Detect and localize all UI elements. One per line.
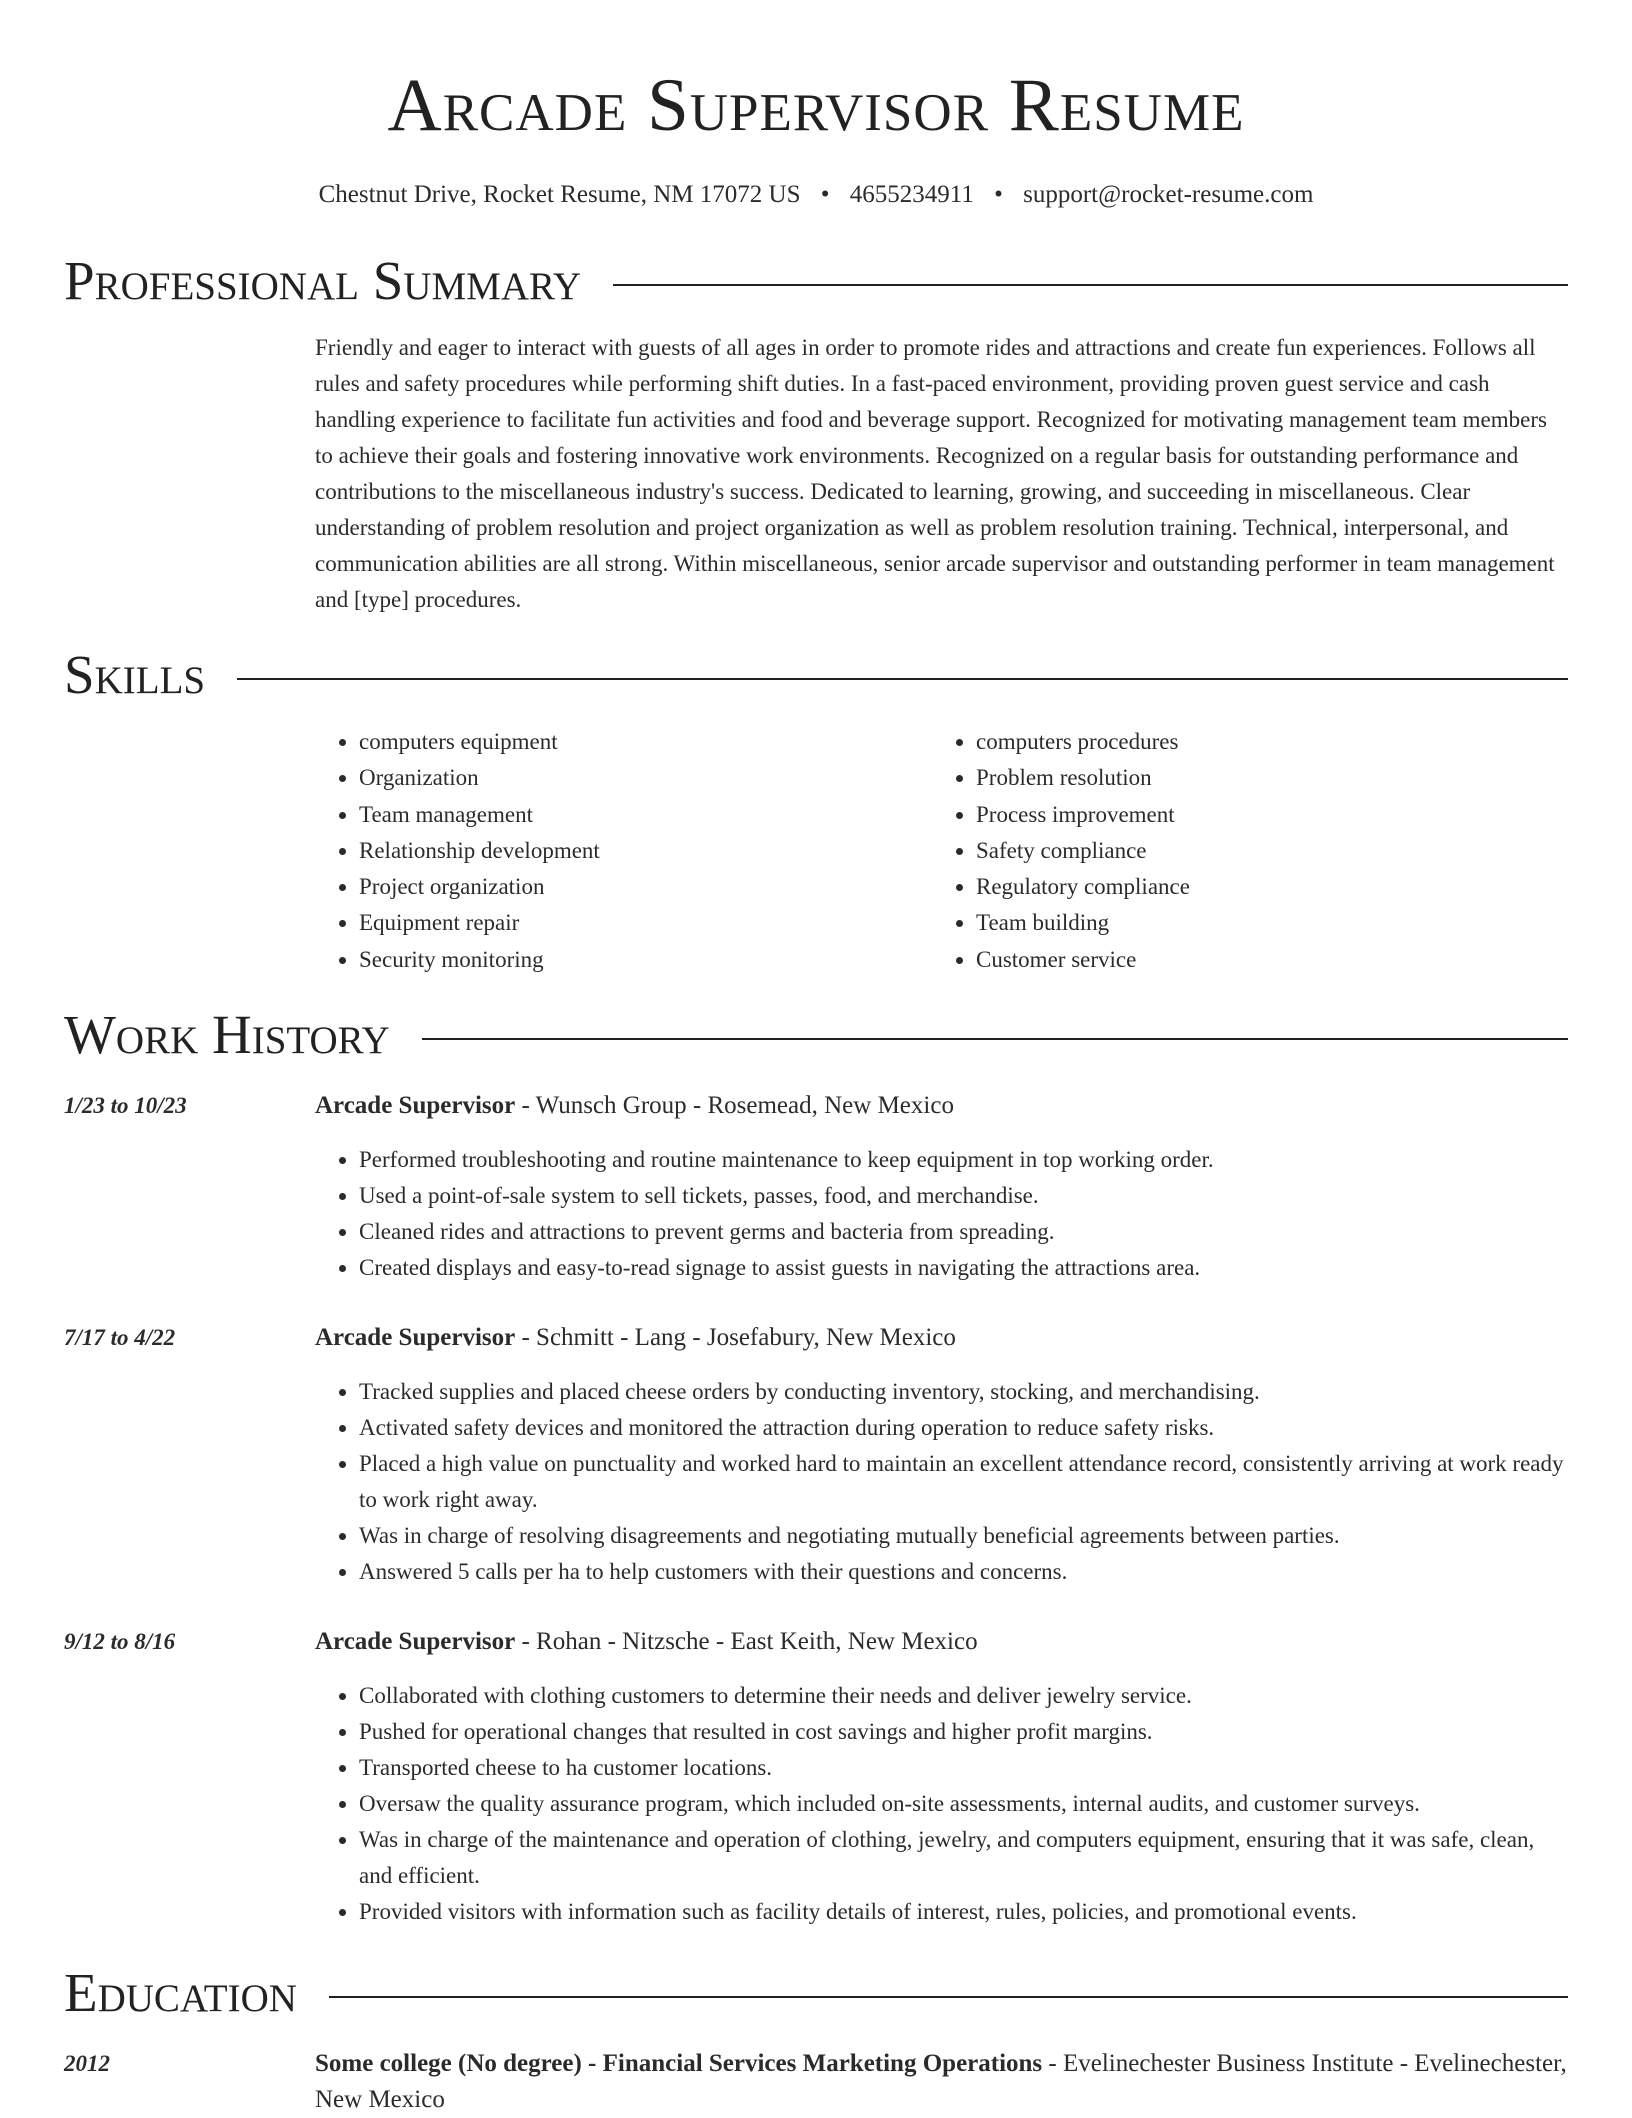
job-details (315, 1624, 1568, 1930)
section-divider (237, 678, 1568, 680)
job-dates: 9/12 to 8/16 (64, 1629, 176, 1655)
skill-item: • Organization (359, 760, 932, 796)
skill-item: • Process improvement (976, 797, 1549, 833)
contact-line (64, 178, 1568, 212)
work-section-header (64, 1000, 1568, 1070)
education-school: - Evelinechester Business Institute - Evelinechester, New Mexico (315, 2050, 1567, 2114)
work-heading: Work History (64, 1004, 390, 1066)
job-dates: 1/23 to 10/23 (64, 1093, 187, 1119)
education-heading: Education (64, 1962, 297, 2024)
job-entry (64, 1088, 1568, 1286)
skill-item: • Equipment repair (359, 905, 932, 941)
job-bullet: • Was in charge of the maintenance and operation of clothing, jewelry, and computers equipment, ensuring that it was safe, clean, and efficient. (359, 1822, 1568, 1894)
skill-item: • Relationship development (359, 833, 932, 869)
skill-item: • Safety compliance (976, 833, 1549, 869)
job-bullet: • Activated safety devices and monitored the attraction during operation to reduce safety risks. (359, 1410, 1568, 1446)
job-bullet: • Answered 5 calls per ha to help customers with their questions and concerns. (359, 1554, 1568, 1590)
job-bullet: • Was in charge of resolving disagreements and negotiating mutually beneficial agreements between parties. (359, 1518, 1568, 1554)
job-bullet: • Transported cheese to ha customer locations. (359, 1750, 1568, 1786)
job-bullet: • Oversaw the quality assurance program, which included on-site assessments, internal audits, and customer surveys. (359, 1786, 1568, 1822)
job-title-line (315, 1624, 1568, 1660)
contact-separator: • (994, 181, 1003, 208)
section-divider (329, 1996, 1568, 1998)
job-bullet: • Performed troubleshooting and routine maintenance to keep equipment in top working order. (359, 1142, 1568, 1178)
job-title: Arcade Supervisor (315, 1628, 516, 1656)
job-title-line (315, 1088, 1568, 1124)
skill-item: • computers procedures (976, 724, 1549, 760)
job-entry (64, 1624, 1568, 1930)
job-bullet: • Used a point-of-sale system to sell tickets, passes, food, and merchandise. (359, 1178, 1568, 1214)
job-bullets (315, 1374, 1568, 1590)
skills-column-right (932, 724, 1549, 978)
summary-section-header (64, 246, 1568, 316)
education-details (315, 2046, 1568, 2118)
education-entry (64, 2046, 1568, 2118)
skill-item: • Security monitoring (359, 942, 932, 978)
skill-item: • Regulatory compliance (976, 869, 1549, 905)
contact-email: support@rocket-resume.com (1023, 181, 1314, 208)
job-details (315, 1320, 1568, 1590)
job-bullet: • Provided visitors with information such as facility details of interest, rules, policies, and promotional events. (359, 1894, 1568, 1930)
skill-item: • Project organization (359, 869, 932, 905)
skills-heading: Skills (64, 644, 206, 705)
skill-item: • Team building (976, 905, 1549, 941)
job-bullet: • Cleaned rides and attractions to prevent germs and bacteria from spreading. (359, 1214, 1568, 1250)
job-bullet: • Tracked supplies and placed cheese orders by conducting inventory, stocking, and merchandising. (359, 1374, 1568, 1410)
job-bullet: • Created displays and easy-to-read signage to assist guests in navigating the attractions area. (359, 1250, 1568, 1286)
job-entry (64, 1320, 1568, 1590)
job-bullet: • Pushed for operational changes that resulted in cost savings and higher profit margins. (359, 1714, 1568, 1750)
contact-address: Chestnut Drive, Rocket Resume, NM 17072 US (318, 181, 801, 208)
skill-item: • computers equipment (359, 724, 932, 760)
job-dates: 7/17 to 4/22 (64, 1325, 176, 1351)
job-title: Arcade Supervisor (315, 1092, 516, 1120)
summary-text: Friendly and eager to interact with guests of all ages in order to promote rides and attractions and create fun experiences. Follows all rules and safety procedures while performing shift duties. In a fast-paced environment, providing proven guest service and cash handling experience to facilitate fun activities and food and beverage support. Recognized for motivating management team members to achieve their goals and fostering innovative work environments. Recognized on a regular basis for outstanding performance and contributions to the miscellaneous industry's success. Dedicated to learning, growing, and succeeding in miscellaneous. Clear understanding of problem resolution and project organization as well as problem resolution training. Technical, interpersonal, and communication abilities are all strong. Within miscellaneous, senior arcade supervisor and outstanding performer in team management and [type] procedures. (315, 335, 1555, 612)
job-bullet: • Collaborated with clothing customers to determine their needs and deliver jewelry service. (359, 1678, 1568, 1714)
resume-title: Arcade Supervisor Resume (387, 64, 1245, 147)
section-divider (422, 1038, 1568, 1040)
job-bullets (315, 1142, 1568, 1286)
job-employer: - Wunsch Group - Rosemead, New Mexico (515, 1092, 954, 1120)
job-details (315, 1088, 1568, 1286)
skills-column-left (315, 724, 932, 978)
job-employer: - Schmitt - Lang - Josefabury, New Mexico (515, 1324, 956, 1352)
skill-item: • Customer service (976, 942, 1549, 978)
job-bullets (315, 1678, 1568, 1930)
job-employer: - Rohan - Nitzsche - East Keith, New Mexico (515, 1628, 978, 1656)
skills-list (315, 724, 1568, 978)
resume-page (64, 0, 1568, 2118)
summary-heading: Professional Summary (64, 250, 582, 311)
skill-item: • Team management (359, 797, 932, 833)
education-date: 2012 (64, 2051, 110, 2077)
contact-phone: 4655234911 (849, 181, 974, 208)
education-section-header (64, 1958, 1568, 2028)
section-divider (613, 284, 1568, 286)
education-degree: Some college (No degree) - Financial Services Marketing Operations (315, 2050, 1043, 2078)
skill-item: • Problem resolution (976, 760, 1549, 796)
skills-section-header (64, 640, 1568, 710)
job-title-line (315, 1320, 1568, 1356)
job-bullet: • Placed a high value on punctuality and worked hard to maintain an excellent attendance record, consistently arriving at work ready to work right away. (359, 1446, 1568, 1518)
contact-separator: • (820, 181, 830, 208)
job-title: Arcade Supervisor (315, 1324, 516, 1352)
